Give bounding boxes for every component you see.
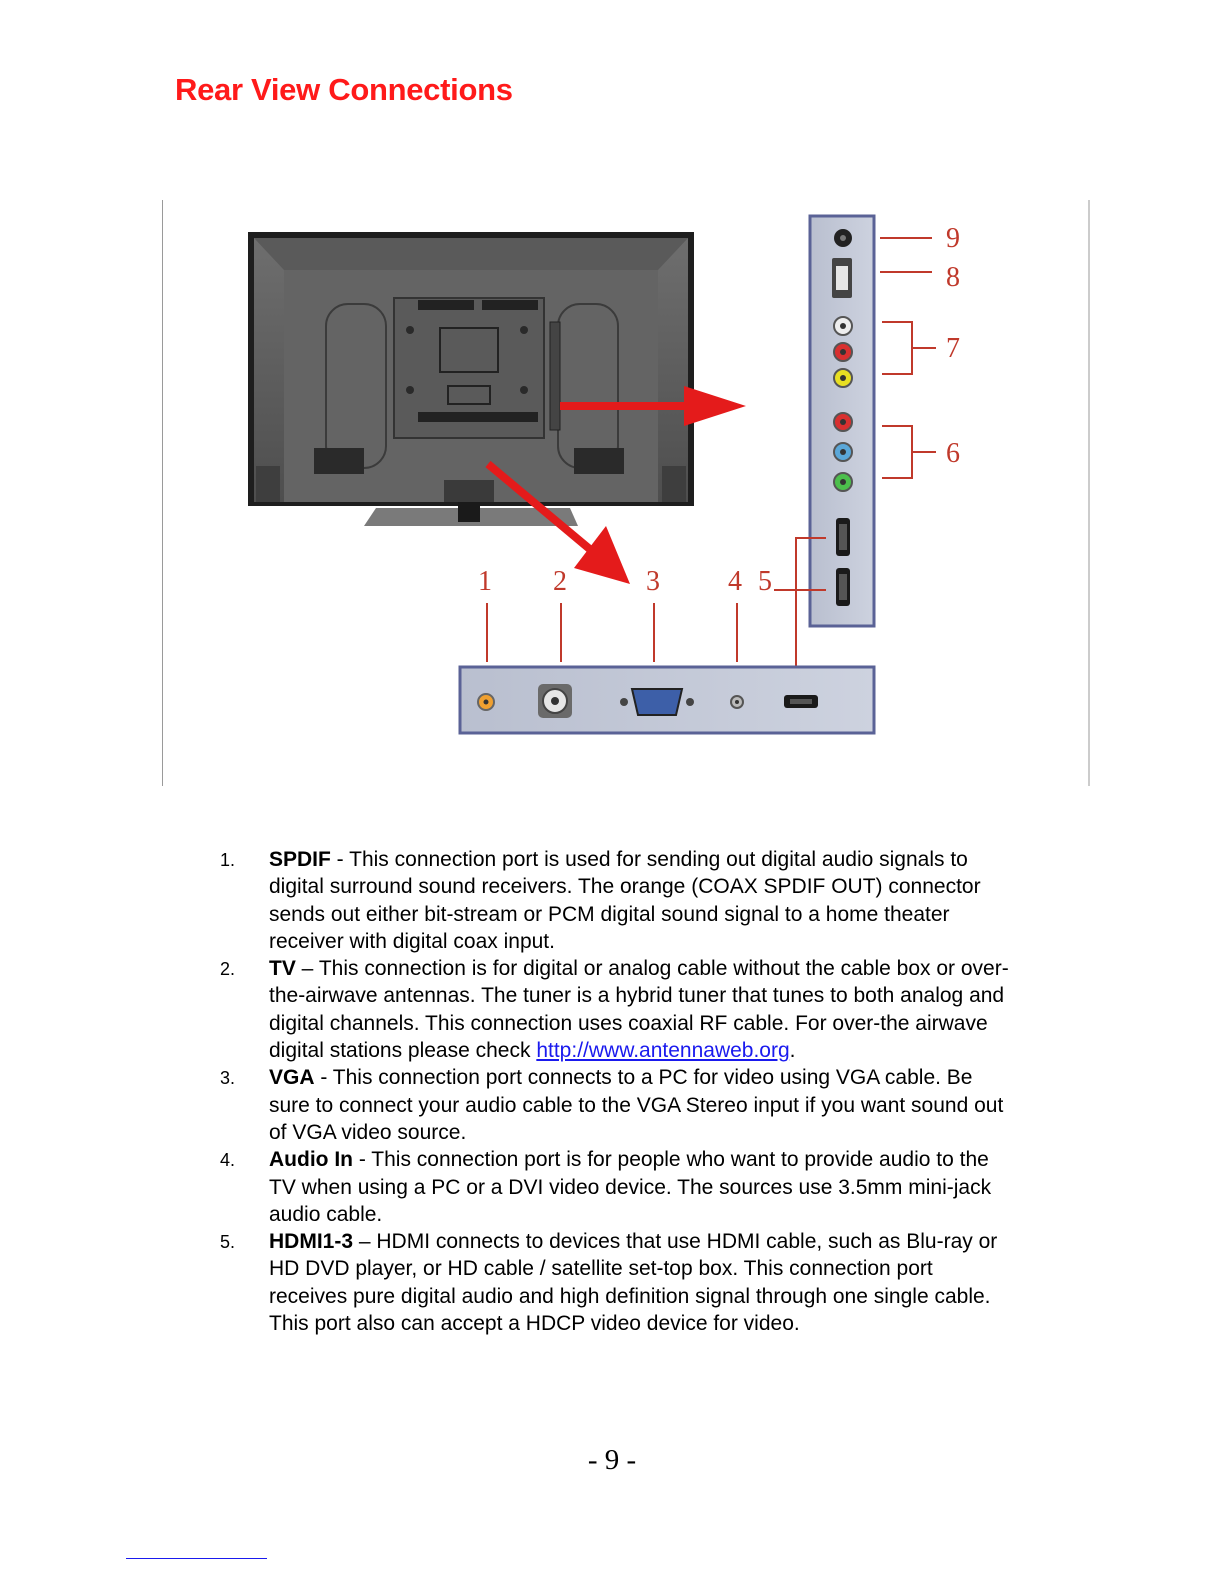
page-title: Rear View Connections (175, 72, 513, 107)
list-item (220, 1064, 1010, 1146)
connection-list (220, 846, 1010, 1337)
list-item (220, 846, 1010, 955)
callout-8: 8 (946, 262, 960, 293)
item-number: 5. (220, 1232, 236, 1253)
list-item (220, 955, 1010, 1064)
rear-view-diagram (162, 200, 1090, 786)
bottom-callout-lines (487, 603, 737, 662)
list-item (220, 1146, 1010, 1228)
callout-5: 5 (758, 566, 772, 597)
tv-back-image (248, 232, 694, 526)
item-number: 4. (220, 1150, 236, 1171)
callout-7: 7 (946, 333, 960, 364)
side-connector-panel (810, 216, 874, 626)
rear-panel-illustration (162, 200, 1090, 786)
item-description: - This connection port is for people who want to provide audio to the TV when using a PC or a DVI video device. The sources use 3.5mm mini-jack audio cable. (269, 1148, 992, 1226)
item-term: SPDIF (269, 848, 331, 871)
callout-9: 9 (946, 223, 960, 254)
bottom-connector-panel (460, 667, 874, 733)
item-number: 1. (220, 850, 236, 870)
page-number: - 9 - (587, 1444, 637, 1476)
list-item (220, 1228, 1010, 1337)
item-description: – This connection is for digital or analog cable without the cable box or over-the-airwave antennas. The tuner is a hybrid tuner that tunes to both analog and digital channels. This connection uses coaxial RF cable. For over-the airwave digital stations please check (269, 957, 1009, 1063)
item-term: Audio In (269, 1148, 353, 1172)
item-number: 3. (220, 1068, 236, 1089)
antennaweb-link[interactable]: http://www.antennaweb.org (536, 1039, 790, 1063)
callout-1: 1 (478, 566, 492, 597)
item-description: – HDMI connects to devices that use HDMI cable, such as Blu-ray or HD DVD player, or HD cable / satellite set-top box. This connection port receives pure digital audio and high definition signal through one single cable. This port also can accept a HDCP video device for video. (269, 1230, 998, 1336)
vga-port-icon (632, 689, 682, 715)
item-term: VGA (269, 1066, 315, 1090)
callout-3: 3 (646, 566, 660, 597)
item-term: HDMI1-3 (269, 1230, 354, 1254)
item-trailing-text: . (789, 1039, 796, 1063)
item-term: TV (269, 957, 296, 981)
callout-4: 4 (728, 566, 742, 597)
callout-2: 2 (553, 566, 567, 597)
item-description: - This connection port connects to a PC for video using VGA cable. Be sure to connect your audio cable to the VGA Stereo input if you want sound out of VGA video source. (269, 1066, 1004, 1144)
callout-6: 6 (946, 438, 960, 469)
item-number: 2. (220, 959, 236, 980)
item-description: - This connection port is used for sending out digital audio signals to digital surround sound receivers. The orange (COAX SPDIF OUT) connector sends out either bit-stream or PCM digital sound signal to a home theater receiver with digital coax input. (269, 848, 981, 953)
footnote-divider (126, 1558, 267, 1559)
